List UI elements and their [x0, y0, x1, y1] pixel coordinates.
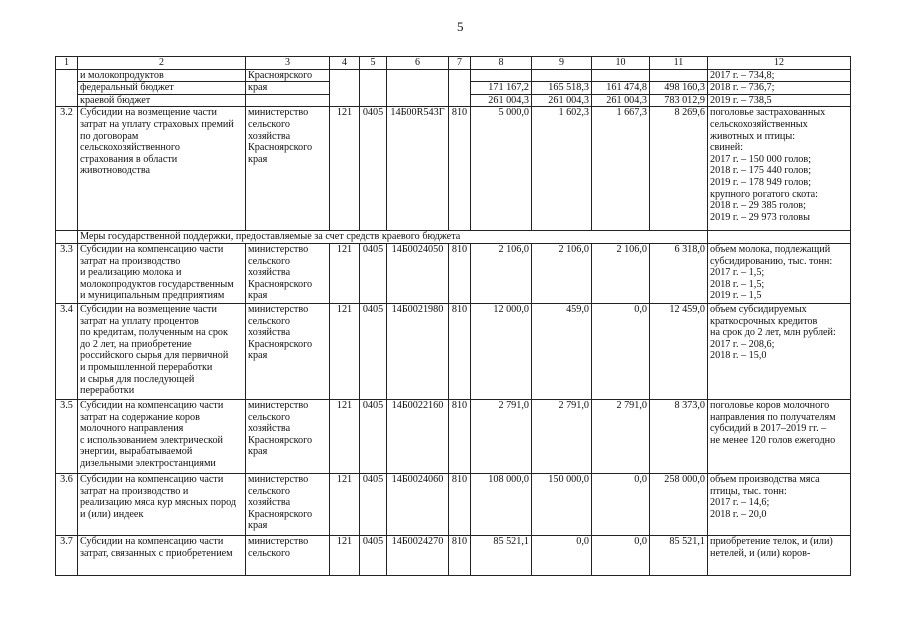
indicator-cell: объем молока, подлежащий субсидированию, тыс. тонн: 2017 г. – 1,5; 2018 г. – 1,5; 2019 г. – 1,5	[708, 243, 851, 303]
value-cell: 261 004,3	[532, 94, 592, 107]
value-cell: 2 106,0	[592, 243, 650, 303]
executor-cell: министерство сельского	[246, 535, 330, 575]
value-cell: 150 000,0	[532, 473, 592, 535]
name-cell: Субсидии на компенсацию части затрат на содержание коров молочного направления с использованием электрической энергии, вырабатываемой дизельными электростанциями	[78, 399, 246, 473]
csr-cell: 14Б0024050	[387, 243, 449, 303]
name-cell: краевой бюджет	[78, 94, 246, 107]
header-cell: 7	[449, 57, 471, 70]
table-row	[56, 243, 851, 303]
value-cell: 261 004,3	[592, 94, 650, 107]
grbs-cell: 121	[330, 303, 360, 399]
name-cell: и молокопродуктов	[78, 69, 246, 82]
name-cell: Субсидии на возмещение части затрат на уплату процентов по кредитам, полученным на срок до 2 лет, на приобретение российского сырья для первичной и промышленной переработки и сырья для последующей переработки	[78, 303, 246, 399]
value-cell: 2 106,0	[532, 243, 592, 303]
executor-cell: министерство сельского хозяйства Красноярского края	[246, 473, 330, 535]
value-cell: 258 000,0	[650, 473, 708, 535]
row-number-cell	[56, 69, 78, 107]
value-cell: 2 791,0	[471, 399, 532, 473]
indicator-cell: приобретение телок, и (или) нетелей, и (или) коров-	[708, 535, 851, 575]
row-number-cell: 3.5	[56, 399, 78, 473]
value-cell: 6 318,0	[650, 243, 708, 303]
csr-cell: 14Б00R543Г	[387, 107, 449, 231]
grbs-cell: 121	[330, 243, 360, 303]
value-cell	[592, 69, 650, 82]
name-cell: федеральный бюджет	[78, 82, 246, 95]
vr-cell: 810	[449, 399, 471, 473]
indicator-cell: 2019 г. – 738,5	[708, 94, 851, 107]
value-cell: 8 373,0	[650, 399, 708, 473]
row-number-cell: 3.3	[56, 243, 78, 303]
value-cell: 2 791,0	[592, 399, 650, 473]
rzpr-cell	[360, 69, 387, 107]
indicator-cell: 2018 г. – 736,7;	[708, 82, 851, 95]
value-cell: 12 000,0	[471, 303, 532, 399]
vr-cell: 810	[449, 303, 471, 399]
section-row	[56, 231, 851, 244]
grbs-cell: 121	[330, 107, 360, 231]
header-cell: 4	[330, 57, 360, 70]
table-row	[56, 69, 851, 82]
row-number-cell	[56, 231, 78, 244]
row-number-cell: 3.4	[56, 303, 78, 399]
vr-cell: 810	[449, 473, 471, 535]
executor-cell: министерство сельского хозяйства Красноярского края	[246, 303, 330, 399]
value-cell: 0,0	[532, 535, 592, 575]
value-cell: 1 667,3	[592, 107, 650, 231]
value-cell: 498 160,3	[650, 82, 708, 95]
header-cell: 5	[360, 57, 387, 70]
value-cell	[532, 69, 592, 82]
header-cell: 11	[650, 57, 708, 70]
value-cell: 2 106,0	[471, 243, 532, 303]
value-cell: 85 521,1	[650, 535, 708, 575]
csr-cell: 14Б0024060	[387, 473, 449, 535]
table-row	[56, 399, 851, 473]
grbs-cell	[330, 69, 360, 107]
value-cell: 171 167,2	[471, 82, 532, 95]
csr-cell: 14Б0022160	[387, 399, 449, 473]
header-cell: 3	[246, 57, 330, 70]
header-cell: 12	[708, 57, 851, 70]
csr-cell: 14Б0021980	[387, 303, 449, 399]
value-cell: 85 521,1	[471, 535, 532, 575]
csr-cell	[387, 69, 449, 107]
rzpr-cell: 0405	[360, 107, 387, 231]
table-row	[56, 107, 851, 231]
value-cell: 0,0	[592, 303, 650, 399]
name-cell: Субсидии на компенсацию части затрат на производство и реализацию мяса кур мясных пород и (или) индеек	[78, 473, 246, 535]
value-cell: 0,0	[592, 535, 650, 575]
value-cell: 108 000,0	[471, 473, 532, 535]
value-cell: 261 004,3	[471, 94, 532, 107]
value-cell: 0,0	[592, 473, 650, 535]
value-cell: 165 518,3	[532, 82, 592, 95]
rzpr-cell: 0405	[360, 535, 387, 575]
executor-cell: министерство сельского хозяйства Красноярского края	[246, 243, 330, 303]
rzpr-cell: 0405	[360, 243, 387, 303]
name-cell: Субсидии на компенсацию части затрат на производство и реализацию молока и молокопродуктов государственным и муниципальным предприятиям	[78, 243, 246, 303]
row-number-cell: 3.6	[56, 473, 78, 535]
executor-cell: Красноярского	[246, 69, 330, 82]
row-number-cell: 3.2	[56, 107, 78, 231]
value-cell	[650, 69, 708, 82]
header-cell: 9	[532, 57, 592, 70]
header-cell: 10	[592, 57, 650, 70]
vr-cell: 810	[449, 107, 471, 231]
indicator-cell: поголовье коров молочного направления по получателям субсидий в 2017–2019 гг. – не менее 120 голов ежегодно	[708, 399, 851, 473]
grbs-cell: 121	[330, 535, 360, 575]
vr-cell: 810	[449, 535, 471, 575]
header-cell: 6	[387, 57, 449, 70]
header-cell: 1	[56, 57, 78, 70]
table-row	[56, 303, 851, 399]
grbs-cell: 121	[330, 473, 360, 535]
rzpr-cell: 0405	[360, 303, 387, 399]
section-title: Меры государственной поддержки, предоставляемые за счет средств краевого бюджета	[78, 231, 708, 244]
grbs-cell: 121	[330, 399, 360, 473]
table-row	[56, 535, 851, 575]
name-cell: Субсидии на возмещение части затрат на уплату страховых премий по договорам сельскохозяйственного страхования в области животноводства	[78, 107, 246, 231]
value-cell: 8 269,6	[650, 107, 708, 231]
indicator-cell	[708, 231, 851, 244]
value-cell: 783 012,9	[650, 94, 708, 107]
executor-cell: министерство сельского хозяйства Красноярского края	[246, 107, 330, 231]
value-cell: 1 602,3	[532, 107, 592, 231]
value-cell: 12 459,0	[650, 303, 708, 399]
value-cell	[471, 69, 532, 82]
row-number-cell: 3.7	[56, 535, 78, 575]
vr-cell: 810	[449, 243, 471, 303]
header-cell: 8	[471, 57, 532, 70]
indicator-cell: поголовье застрахованных сельскохозяйственных животных и птицы: свиней: 2017 г. – 150 000 голов; 2018 г. – 175 440 голов; 2019 г. – 178 949 голов; крупного рогатого скота: 2018 г. – 29 385 голов; 2019 г. – 29 973 головы	[708, 107, 851, 231]
value-cell: 161 474,8	[592, 82, 650, 95]
rzpr-cell: 0405	[360, 473, 387, 535]
header-row	[56, 57, 851, 70]
table-row	[56, 473, 851, 535]
rzpr-cell: 0405	[360, 399, 387, 473]
header-cell: 2	[78, 57, 246, 70]
name-cell: Субсидии на компенсацию части затрат, связанных с приобретением	[78, 535, 246, 575]
indicator-cell: объем субсидируемых краткосрочных кредитов на срок до 2 лет, млн рублей: 2017 г. – 208,6; 2018 г. – 15,0	[708, 303, 851, 399]
csr-cell: 14Б0024270	[387, 535, 449, 575]
indicator-cell: 2017 г. – 734,8;	[708, 69, 851, 82]
executor-cell: края	[246, 82, 330, 95]
vr-cell	[449, 69, 471, 107]
indicator-cell: объем производства мяса птицы, тыс. тонн: 2017 г. – 14,6; 2018 г. – 20,0	[708, 473, 851, 535]
value-cell: 5 000,0	[471, 107, 532, 231]
program-table	[55, 56, 851, 576]
executor-cell	[246, 94, 330, 107]
value-cell: 2 791,0	[532, 399, 592, 473]
value-cell: 459,0	[532, 303, 592, 399]
executor-cell: министерство сельского хозяйства Красноярского края	[246, 399, 330, 473]
page-number: 5	[457, 19, 464, 34]
